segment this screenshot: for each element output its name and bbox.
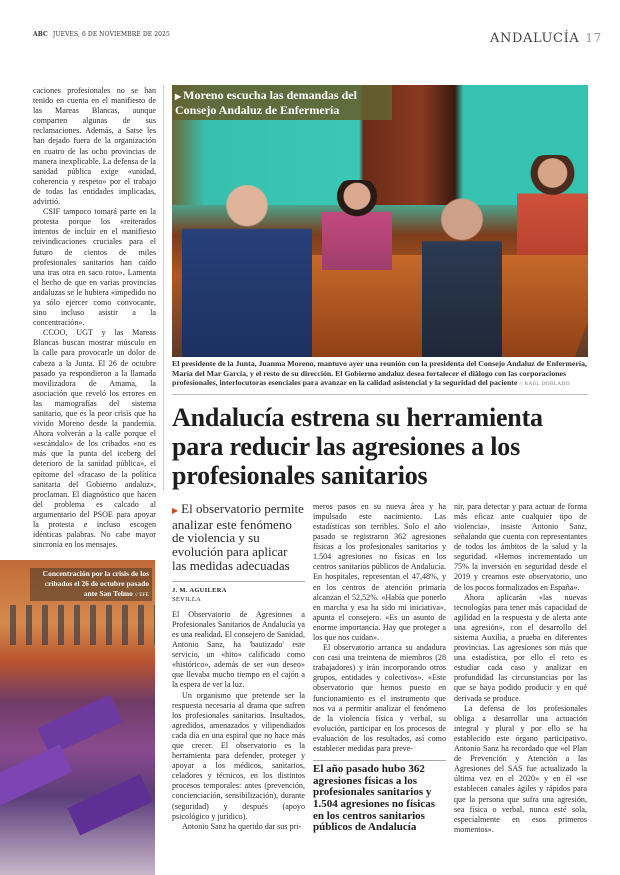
column-divider	[163, 85, 164, 490]
paragraph: caciones profesionales no se han tenido en cuenta en el manifiesto de las Mareas Blancas, aunque comparten algunas de sus reclamaciones. Además, a Satse les han dejado fuera de la organización en cuatro de las ocho provincias de manera inexplicable. La defensa de la sanidad pública exige «unidad, coherencia y respeto» por el trabajo de todas las entidades implicadas, advirtió.	[33, 86, 156, 207]
paragraph: Antonio Sanz ha querido dar sus pri-	[182, 821, 302, 831]
photo-credit: // EFE	[134, 592, 149, 599]
photo-title	[172, 85, 392, 120]
photo-flag	[67, 775, 152, 836]
photo-building	[0, 605, 155, 645]
paragraph: nir, para detectar y para actuar de forma más eficaz ante cualquier tipo de violencia», insiste Antonio Sanz, señalando que cuenta con representantes de todos los ámbitos de la salud y la seguridad. «Hemos incrementado un 75% la inversión en seguridad desde el 2019 y creamos este observatorio, uno de los pocos formalizados en España».	[454, 501, 587, 592]
triangle-bullet-icon: ▶	[175, 92, 182, 101]
photo-title-text: Moreno escucha las demandas del Consejo Andaluz de Enfermería	[175, 88, 357, 117]
paragraph: El observatorio arranca su andadura con casi una treintena de miembros (28 trabajadores) y irán incorporando otros grupos, entidades y colectivos». «Este observatorio que hemos puesto en funcionamiento es el instrumento que nos va a permitir analizar el fenómeno de la violencia física y verbal, su evolución, participar en los procesos de evaluación de los resultados, así como establecer medidas para preve-	[313, 643, 446, 754]
photo-caption	[172, 359, 588, 390]
paragraph: meros pasos en su nueva área y ha impulsado este nacimiento. Las estadísticas son terribles. Solo el año pasado se registraron 362 agresiones físicas a los profesionales sanitarios y 1.504 agresiones no físicas en los centros sanitarios públicos de Andalucía. En hospitales, representan el 47,48%, y en los centros de atención primaria alcanzan el 52,52%. «Había que ponerlo en marcha y esa ha sido mi iniciativa», apunta el consejero. «Es un asunto de enorme importancia. Hay que proteger a los que nos cuidan».	[313, 501, 446, 642]
paragraph: CCOO, UGT y las Mareas Blancas buscan mostrar músculo en la calle para provocarle un dolor de cabeza a la Junta. El 26 de octubre pasado ya respondieron a la llamada movilizadora de Amama, la asociación que reveló los errores en las mamografías del sistema sanitario, que es la peor crisis que ha vivido Moreno desde la pandemia. Ahora volverán a la calle porque el «escándalo» de los cribados «no es más que la punta del iceberg del deterioro de la sanidad pública», el epítome del «fracaso de la política sanitaria del Gobierno andaluz», proclaman. El diagnóstico que hacen del problema es calcado al argumentario del PSOE para apoyar la protesta e incluso escogen idénticas palabras. No cabe mayor sincronía en los mensajes.	[33, 328, 156, 550]
divider	[172, 394, 588, 395]
photo-person	[182, 185, 312, 357]
date: JUEVES, 6 DE NOVIEMBRE DE 2025	[52, 31, 170, 38]
photo-flag	[0, 745, 73, 806]
article-column-4	[454, 502, 587, 835]
page-header-right	[490, 31, 602, 46]
article-column-2	[172, 502, 305, 835]
photo-person	[517, 155, 588, 255]
subheadline	[172, 502, 305, 573]
photo-flag	[37, 695, 122, 756]
subhead-text: El observatorio permite analizar este fenómeno de violencia y su evolución para aplicar las medidas adecuadas	[172, 500, 304, 573]
headline: Andalucía estrena su herramienta para reducir las agresiones a los profesionales sanitarios	[172, 402, 543, 490]
triangle-bullet-icon: ▶	[172, 505, 179, 515]
divider	[172, 581, 305, 582]
byline	[172, 586, 305, 604]
main-photo	[172, 85, 588, 357]
location: SEVILLA	[172, 595, 202, 603]
paragraph: CSIF tampoco tomará parte en la protesta porque los «reiterados intentos de incluir en el manifiesto reivindicaciones cruciales para el futuro de cientos de miles profesionales sanitarios han caído una tras otra en saco roto». Lamenta el hecho de que en varias provincias andaluzas se le hubiera «impedido no ya sólo ejercer como convocante, sino incluso asistir a la concentración».	[33, 207, 156, 328]
article-column-3	[313, 502, 446, 835]
photo-credit: // RAÚL DOBLADO	[519, 381, 570, 388]
paragraph: Ahora aplicarán «las nuevas tecnologías para tener más capacidad de agilidad en la respuesta y de alerta ante una agresión», con el desarrollo del sistema Auxilia, a prueba en diferentes provincias. Las agresiones son más que una estadística, por ello el reto es estudiar cada caso y analizar en profundidad las circunstancias por las que se haya podido producir y en qué derivada se produce.	[454, 592, 587, 703]
left-photo-caption	[30, 568, 152, 601]
main-article-area	[172, 85, 588, 846]
left-column-text	[33, 86, 156, 550]
paragraph: Un organismo que pretende ser la respuesta necesaria al drama que sufren los profesionales sanitarios. Insultados, agredidos, amenazados y vilipendiados cada día en una espiral que no hace más que crecer. El observatorio es la herramienta para defender, proteger y apoyar a los médicos, sanitarios, celadores y técnicos, en los distintos procesos temporales: antes (prevención, concienciación, sensibilización), durante (seguridad) y después (apoyo psicológico y jurídico).	[172, 690, 305, 821]
column-text	[172, 610, 305, 832]
photo-person	[422, 195, 502, 357]
page-number: 17	[585, 31, 602, 45]
page-header-left	[33, 31, 170, 38]
author: J. M. AGUILERA	[172, 586, 227, 594]
caption-text: Concentración por la crisis de los cribados el 26 de octubre pasado ante San Telmo	[42, 569, 149, 599]
column-text	[454, 502, 587, 835]
article-columns	[172, 502, 588, 835]
section-name: ANDALUCÍA	[490, 31, 580, 46]
paragraph: El Observatorio de Agresiones a Profesionales Sanitarios de Andalucía ya es una realidad. El consejero de Sanidad, Antonio Sanz, ha 'bautizado' este servicio, un «hito» calificado como «histórico», además de ser «un deseo» que llevaba mucho tiempo en el cajón a la espera de ver la luz.	[172, 609, 305, 690]
caption-text: El presidente de la Junta, Juanma Moreno, mantuvo ayer una reunión con la presidenta del Consejo Andaluz de Enfermería, María del Mar García, y el resto de su dirección. El Gobierno andaluz desea fortalecer el diálogo con las corporaciones profesionales, interlocutoras esenciales para avanzar en la calidad asistencial y la seguridad del paciente	[172, 359, 587, 388]
left-photo	[0, 560, 155, 875]
paragraph: La defensa de los profesionales obliga a desarrollar una actuación integral y plural y por ello se ha establecido este órgano participativo. Antonio Sanz ha recordado que «el Plan de Prevención y Atención a las Agresiones del SAS fue actualizado la última vez en el 2020» y en él «se establecen canales ágiles y rápidos para que la persona que sufra una agresión, sea física o verbal, nunca esté sola, especialmente en esos primeros momentos».	[454, 703, 587, 834]
left-column	[0, 86, 156, 846]
photo-person	[322, 180, 392, 270]
pull-quote: El año pasado hubo 362 agresiones físicas a los profesionales sanitarios y 1.504 agresiones no físicas en los centros sanitarios públicos de Andalucía	[313, 760, 446, 834]
brand: ABC	[33, 31, 48, 38]
column-text	[313, 502, 446, 754]
